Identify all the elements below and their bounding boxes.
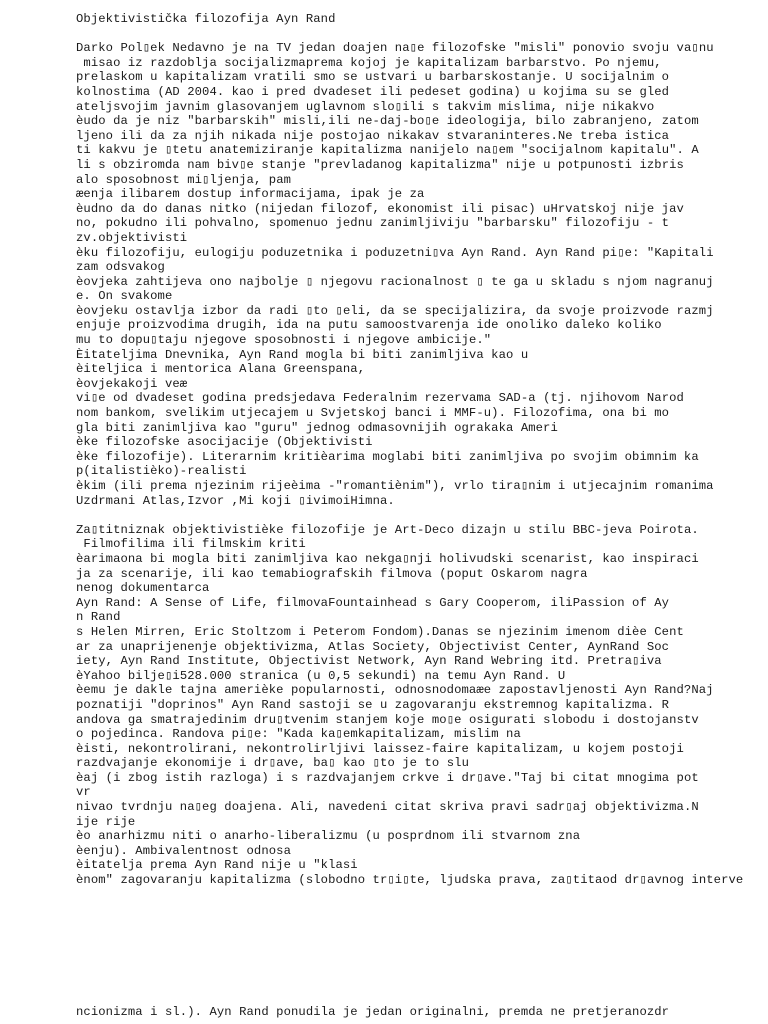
document-text-line: èaj (i zbog istih razloga) i s razdvajanjem crkve i dr▯ave."Taj bi citat mnogima pot — [76, 770, 699, 785]
document-text-line: èarimaona bi mogla biti zanimljiva kao nekga▯nji holivudski scenarist, kao inspiraci — [76, 551, 699, 566]
document-text-line: ar za unaprijenenje objektivizma, Atlas Society, Objectivist Center, AynRand Soc — [76, 639, 670, 654]
document-text-line — [76, 508, 768, 523]
document-text-line: Za▯titniznak objektivistièke filozofije je Art-Deco dizajn u stilu BBC-jeva Poirota. — [76, 522, 699, 537]
document-text-line: ènom" zagovaranju kapitalizma (slobodno tr▯i▯te, ljudska prava, za▯titaod dr▯avnog interve — [76, 873, 744, 888]
document-text-line: ije rije — [76, 814, 136, 829]
document-text-line: e. On svakome — [76, 289, 173, 304]
document-text-line: vr — [76, 785, 91, 800]
document-text-line: andova ga smatrajedinim dru▯tvenim stanjem koje mo▯e osigurati slobodu i dostojanstv — [76, 712, 699, 727]
document-text-line: no, pokudno ili pohvalno, spomenuo jednu zanimljiviju "barbarsku" filozofiju - t — [76, 216, 670, 231]
document-text-line: nivao tvrdnju na▯eg doajena. Ali, navedeni citat skriva pravi sadr▯aj objektivizma.N — [76, 800, 699, 815]
document-text-line: Darko Pol▯ek Nedavno je na TV jedan doajen na▯e filozofske "misli" ponovio svoju va▯nu — [76, 41, 714, 56]
document-text-line — [76, 27, 768, 42]
document-text-line: alo sposobnost mi▯ljenja, pam — [76, 172, 292, 187]
document-text-line: iety, Ayn Rand Institute, Objectivist Network, Ayn Rand Webring itd. Pretra▯iva — [76, 654, 662, 669]
document-text-line: èudo da je niz "barbarskih" misli,ili ne-daj-bo▯e ideologija, bilo zabranjeno, zatom — [76, 114, 699, 129]
document-text-line: nenog dokumentarca — [76, 581, 210, 596]
document-text-line: li s obziromda nam biv▯e stanje "prevladanog kapitalizma" nije u potpunosti izbris — [76, 157, 684, 172]
document-text-line: èku filozofiju, eulogiju poduzetnika i poduzetni▯va Ayn Rand. Ayn Rand pi▯e: "Kapitali — [76, 245, 714, 260]
document-text-line: èke filozofske asocijacije (Objektivisti — [76, 435, 373, 450]
document-text-line: æenja ilibarem dostup informacijama, ipak je za — [76, 187, 425, 202]
document-text-line: kolnostima (AD 2004. kao i pred dvadeset ili pedeset godina) u kojima su se gled — [76, 84, 670, 99]
document-text-line: nom bankom, svelikim utjecajem u Svjetskoj banci i MMF-u). Filozofima, ona bi mo — [76, 406, 670, 421]
document-text-line: Filmofilima ili filmskim kriti — [76, 537, 306, 552]
document-text-line: enjuje proizvodima drugih, ida na putu samoostvarenja ide onoliko daleko koliko — [76, 318, 662, 333]
document-text-line: èYahoo bilje▯i528.000 stranica (u 0,5 sekundi) na temu Ayn Rand. U — [76, 668, 566, 683]
document-text-line: vi▯e od dvadeset godina predsjedava Federalnim rezervama SAD-a (tj. njihovom Narod — [76, 391, 684, 406]
document-text-line: ja za scenarije, ili kao temabiografskih filmova (poput Oskarom nagra — [76, 566, 588, 581]
document-text-line: ti kakvu je ▯tetu anatemiziranje kapitalizma nanijelo na▯em "socijalnom kapitalu". A — [76, 143, 699, 158]
document-title-line: Objektivistička filozofija Ayn Rand — [76, 12, 336, 26]
document-text-line: èovjekakoji veæ — [76, 376, 188, 391]
document-text-line: èemu je dakle tajna amerièke popularnosti, odnosnodomaæe zapostavljenosti Ayn Rand?Naj — [76, 683, 714, 698]
document-text-line: ateljsvojim javnim glasovanjem uglavnom slo▯ili s takvim mislima, nije nikakvo — [76, 99, 655, 114]
document-text-line: razdvajanje ekonomije i dr▯ave, ba▯ kao ▯to je to slu — [76, 756, 469, 771]
document-text-line: Èitateljima Dnevnika, Ayn Rand mogla bi biti zanimljiva kao u — [76, 347, 529, 362]
document-text-line: èkim (ili prema njezinim rijeèima -"romantiènim"), vrlo tira▯nim i utjecajnim romanima — [76, 479, 714, 493]
document-text-line: èenju). Ambivalentnost odnosa — [76, 843, 291, 858]
document-text-line: èke filozofije). Literarnim kritièarima moglabi biti zanimljiva po svojim obimnim ka — [76, 449, 699, 464]
document-text-line: poznatiji "doprinos" Ayn Rand sastoji se u zagovaranju ekstremnog kapitalizma. R — [76, 697, 670, 712]
document-bottom-line: ncionizma i sl.). Ayn Rand ponudila je jedan originalni, premda ne pretjeranozdr — [76, 1005, 670, 1019]
document-text-line: misao iz razdoblja socijalizmaprema kojoj je kapitalizam barbarstvo. Po njemu, — [76, 55, 662, 70]
document-text-line: èisti, nekontrolirani, nekontrolirljivi laissez-faire kapitalizam, u kojem postoji — [76, 741, 684, 756]
document-text-line: èiteljica i mentorica Alana Greenspana, — [76, 362, 366, 377]
document-text-line: ljeno ili da za njih nikada nije postojao nikakav stvaraninteres.Ne treba istica — [76, 128, 670, 143]
document-text-line: zam odsvakog — [76, 260, 165, 275]
document-text-body — [76, 12, 768, 888]
document-text-line: Uzdrmani Atlas,Izvor ,Mi koji ▯ivimoiHimna. — [76, 493, 395, 508]
document-text-line: n Rand — [76, 610, 121, 625]
document-text-line: zv.objektivisti — [76, 230, 188, 245]
document-text-line: èitatelja prema Ayn Rand nije u "klasi — [76, 858, 358, 873]
document-text-line: èo anarhizmu niti o anarho-liberalizmu (u posprdnom ili stvarnom zna — [76, 829, 581, 844]
document-text-line: mu to dopu▯taju njegove sposobnosti i njegove ambicije." — [76, 333, 492, 348]
document-text-line: èovjeka zahtijeva ono najbolje ▯ njegovu racionalnost ▯ te ga u skladu s njom nagranuj — [76, 274, 714, 289]
document-text-line: Ayn Rand: A Sense of Life, filmovaFountainhead s Gary Cooperom, iliPassion of Ay — [76, 595, 670, 610]
document-text-line: prelaskom u kapitalizam vratili smo se ustvari u barbarskostanje. U socijalnim o — [76, 70, 670, 85]
document-text-line: èudno da do danas nitko (nijedan filozof, ekonomist ili pisac) uHrvatskoj nije jav — [76, 201, 684, 216]
document-text-line: o pojedinca. Randova pi▯e: "Kada ka▯emkapitalizam, mislim na — [76, 727, 521, 742]
document-text-line: s Helen Mirren, Eric Stoltzom i Peterom Fondom).Danas se njezinim imenom dièe Cent — [76, 624, 684, 639]
document-text-line: èovjeku ostavlja izbor da radi ▯to ▯eli, da se specijalizira, da svoje proizvode razmj — [76, 303, 714, 318]
document-text-line: p(italistièko)-realisti — [76, 464, 247, 479]
document-text-line: gla biti zanimljiva kao "guru" jednog odmasovnijih ograkaka Ameri — [76, 420, 558, 435]
